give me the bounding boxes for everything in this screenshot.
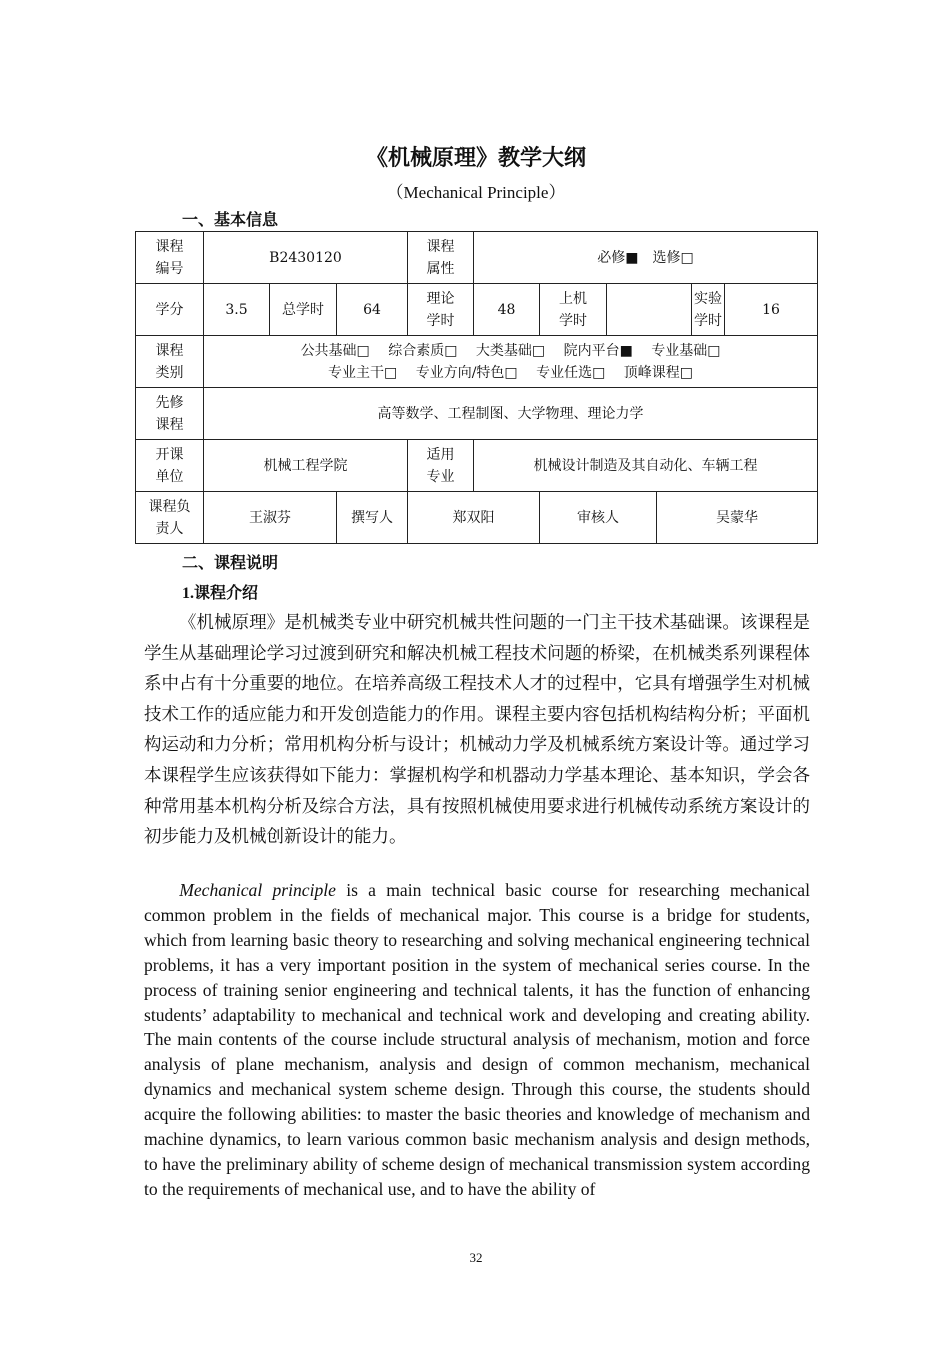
course-attribute-value: 必修■ 选修□ (474, 232, 818, 284)
section-heading-course-description: 二、课程说明 (182, 553, 279, 572)
reviewer-value: 吴蒙华 (657, 492, 818, 544)
prerequisite-value: 高等数学、工程制图、大学物理、理论力学 (204, 388, 818, 440)
document-subtitle: （Mechanical Principle） (386, 183, 566, 202)
computer-hours-label: 上机 学时 (540, 284, 607, 336)
course-name-italic: Mechanical principle (179, 880, 336, 900)
computer-hours-value (607, 284, 692, 336)
writer-value: 郑双阳 (408, 492, 540, 544)
document-title: 《机械原理》教学大纲 (365, 146, 586, 171)
reviewer-label: 审核人 (540, 492, 657, 544)
offering-unit-value: 机械工程学院 (204, 440, 408, 492)
english-intro-paragraph (144, 878, 810, 1202)
category-line-2: 专业主干□ 专业方向/特色□ 专业任选□ 顶峰课程□ (328, 364, 694, 381)
credit-label: 学分 (136, 284, 204, 336)
theory-hours-label: 理论 学时 (408, 284, 474, 336)
applicable-major-label: 适用 专业 (408, 440, 474, 492)
page-number: 32 (469, 1250, 483, 1265)
table-row (136, 284, 818, 336)
theory-hours-value: 48 (474, 284, 540, 336)
course-code-value: B2430120 (204, 232, 408, 284)
course-owner-value: 王淑芬 (204, 492, 337, 544)
course-owner-label: 课程负 责人 (136, 492, 204, 544)
table-row (136, 440, 818, 492)
course-attribute-label: 课程 属性 (408, 232, 474, 284)
prerequisite-label: 先修 课程 (136, 388, 204, 440)
course-category-value (204, 336, 818, 388)
total-hours-value: 64 (337, 284, 408, 336)
total-hours-label: 总学时 (270, 284, 337, 336)
table-row (136, 232, 818, 284)
table-row (136, 388, 818, 440)
lab-hours-label: 实验 学时 (692, 284, 725, 336)
basic-info-table (135, 231, 818, 544)
applicable-major-value: 机械设计制造及其自动化、车辆工程 (474, 440, 818, 492)
table-row (136, 336, 818, 388)
course-category-label: 课程 类别 (136, 336, 204, 388)
table-row (136, 492, 818, 544)
credit-value: 3.5 (204, 284, 270, 336)
course-code-label: 课程 编号 (136, 232, 204, 284)
subsection-heading-course-intro: 1.课程介绍 (182, 585, 259, 602)
section-heading-basic-info: 一、基本信息 (182, 210, 279, 229)
english-intro-text: is a main technical basic course for researching mechanical common problem in the fields of mechanical major. This course is a bridge for students, which from learning basic theory to researching and solving mechanical engineering technical problems, it has a very important position in the system of mechanical series course. In the process of training senior engineering and technical talents, it has the function of enhancing students’ adaptability to mechanical and technical work and developing and creating ability. The main contents of the course include structural analysis of mechanism, motion and force analysis of plane mechanism, analysis and design of common mechanism, mechanical dynamics and mechanical system scheme design. Through this course, the students should acquire the following abilities: to master the basic theories and knowledge of mechanism and machine dynamics, to learn various common basic mechanism analysis and design methods, to have the preliminary ability of scheme design of mechanical transmission system according to the requirements of mechanical use, and to have the ability of (144, 880, 810, 1199)
offering-unit-label: 开课 单位 (136, 440, 204, 492)
writer-label: 撰写人 (337, 492, 408, 544)
category-line-1: 公共基础□ 综合素质□ 大类基础□ 院内平台■ 专业基础□ (300, 342, 721, 359)
chinese-intro-paragraph: 《机械原理》是机械类专业中研究机械共性问题的一门主干技术基础课。该课程是学生从基础理论学习过渡到研究和解决机械工程技术问题的桥梁，在机械类系列课程体系中占有十分重要的地位。在培养高级工程技术人才的过程中，它具有增强学生对机械技术工作的适应能力和开发创造能力的作用。课程主要内容包括机构结构分析；平面机构运动和力分析；常用机构分析与设计；机械动力学及机械系统方案设计等。通过学习本课程学生应该获得如下能力：掌握机构学和机器动力学基本理论、基本知识，学会各种常用基本机构分析及综合方法，具有按照机械使用要求进行机械传动系统方案设计的初步能力及机械创新设计的能力。 (144, 613, 810, 848)
lab-hours-value: 16 (725, 284, 818, 336)
